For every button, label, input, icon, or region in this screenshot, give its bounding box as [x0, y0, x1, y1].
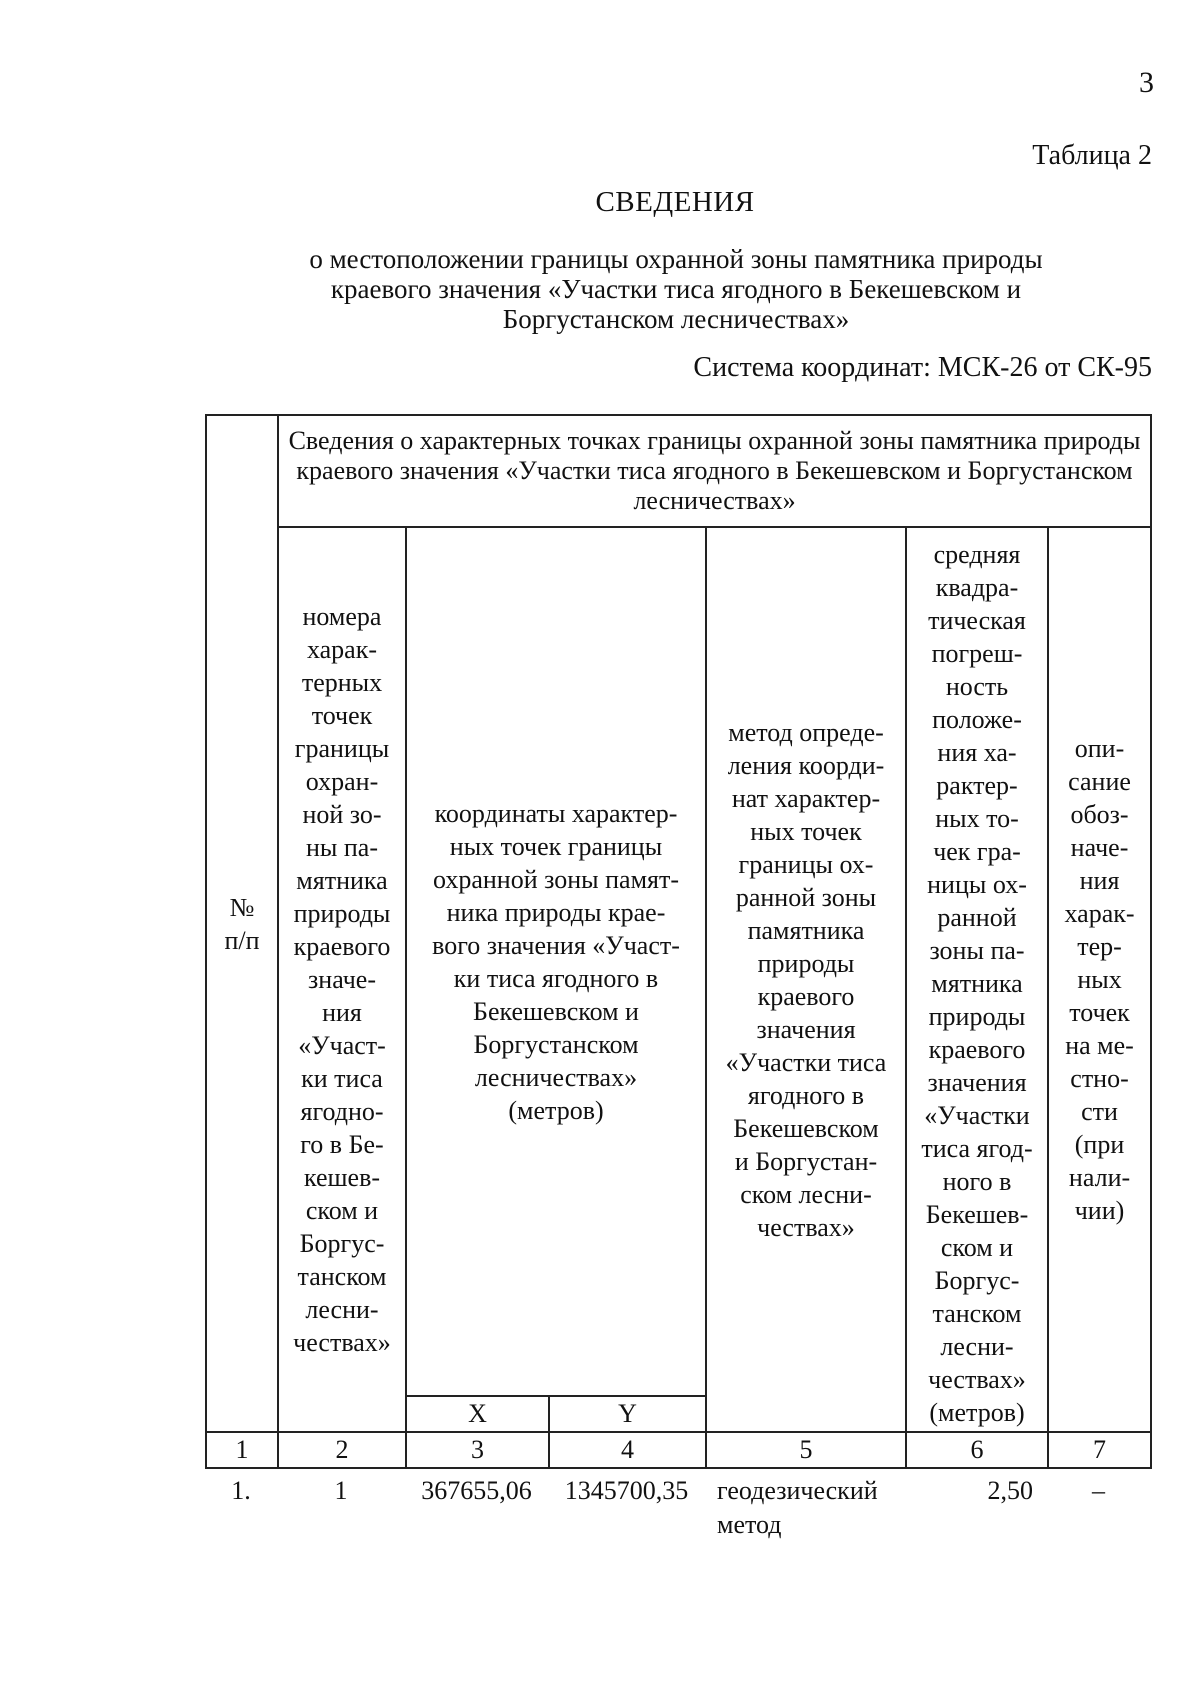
table-label: Таблица 2: [1032, 140, 1152, 171]
header-y: Y: [549, 1396, 706, 1432]
header-col-error: средняя квадра- тическая погреш- ность положе- ния ха- рактер- ных то- чек гра- ницы ох- ранной зоны па- мятника природы краевого значения «Участки тиса ягод- ного в Бекешев- ском и Боргус- танском лесни- чествах» (метров): [906, 527, 1048, 1432]
row-error: 2,50: [987, 1476, 1033, 1505]
header-group: Сведения о характерных точках границы охранной зоны памятника природы краевого значения «Участки тиса ягодного в Бекешевском и Боргустанском лесничествах»: [278, 415, 1151, 527]
header-col-coordinates: координаты характер- ных точек границы охранной зоны памят- ника природы крае- вого значения «Участ- ки тиса ягодного в Бекешевском и Боргустанском лесничествах» (метров): [406, 527, 706, 1396]
column-number-5: 5: [706, 1432, 906, 1468]
coordinates-table: [205, 414, 1152, 1469]
column-number-2: 2: [278, 1432, 406, 1468]
column-number-1: 1: [206, 1432, 278, 1468]
data-table: [205, 1474, 1150, 1542]
header-col-point-numbers: номера харак- терных точек границы охран- ной зо- ны па- мятника природы краевого значе- ния «Участ- ки тиса ягодно- го в Бе- кешев- ском и Боргус- танском лесни- чествах»: [278, 527, 406, 1432]
row-x: 367655,06: [421, 1476, 532, 1505]
document-subtitle: о местоположении границы охранной зоны памятника природы краевого значения «Участки тиса ягодного в Бекешевском и Боргустанском лесничествах»: [309, 244, 1043, 334]
row-description: –: [1092, 1476, 1105, 1505]
row-number: 1.: [231, 1476, 251, 1505]
document-title: СВЕДЕНИЯ: [595, 186, 755, 218]
table-row: [205, 1474, 1150, 1542]
row-y: 1345700,35: [564, 1476, 689, 1505]
header-x: X: [406, 1396, 549, 1432]
row-point: 1: [334, 1476, 348, 1505]
header-col-method: метод опреде- ления коорди- нат характер- ных точек границы ох- ранной зоны памятника природы краевого значения «Участки тиса ягодного в Бекешевском и Боргустан- ском лесни- чествах»: [706, 527, 906, 1432]
header-row-columns: [206, 527, 1151, 1396]
header-col-description: опи- сание обоз- наче- ния харак- тер- ных точек на ме- стно- сти (при нали- чии): [1048, 527, 1151, 1432]
coordinate-system: Система координат: МСК-26 от СК-95: [693, 352, 1152, 383]
column-number-7: 7: [1048, 1432, 1151, 1468]
header-row-group: [206, 415, 1151, 527]
row-method: геодезический метод: [717, 1476, 878, 1539]
header-col-number: № п/п: [206, 415, 278, 1432]
column-number-4: 4: [549, 1432, 706, 1468]
page-number: 3: [1139, 66, 1154, 99]
column-number-3: 3: [406, 1432, 549, 1468]
column-number-6: 6: [906, 1432, 1048, 1468]
column-numbers-row: [206, 1432, 1151, 1468]
